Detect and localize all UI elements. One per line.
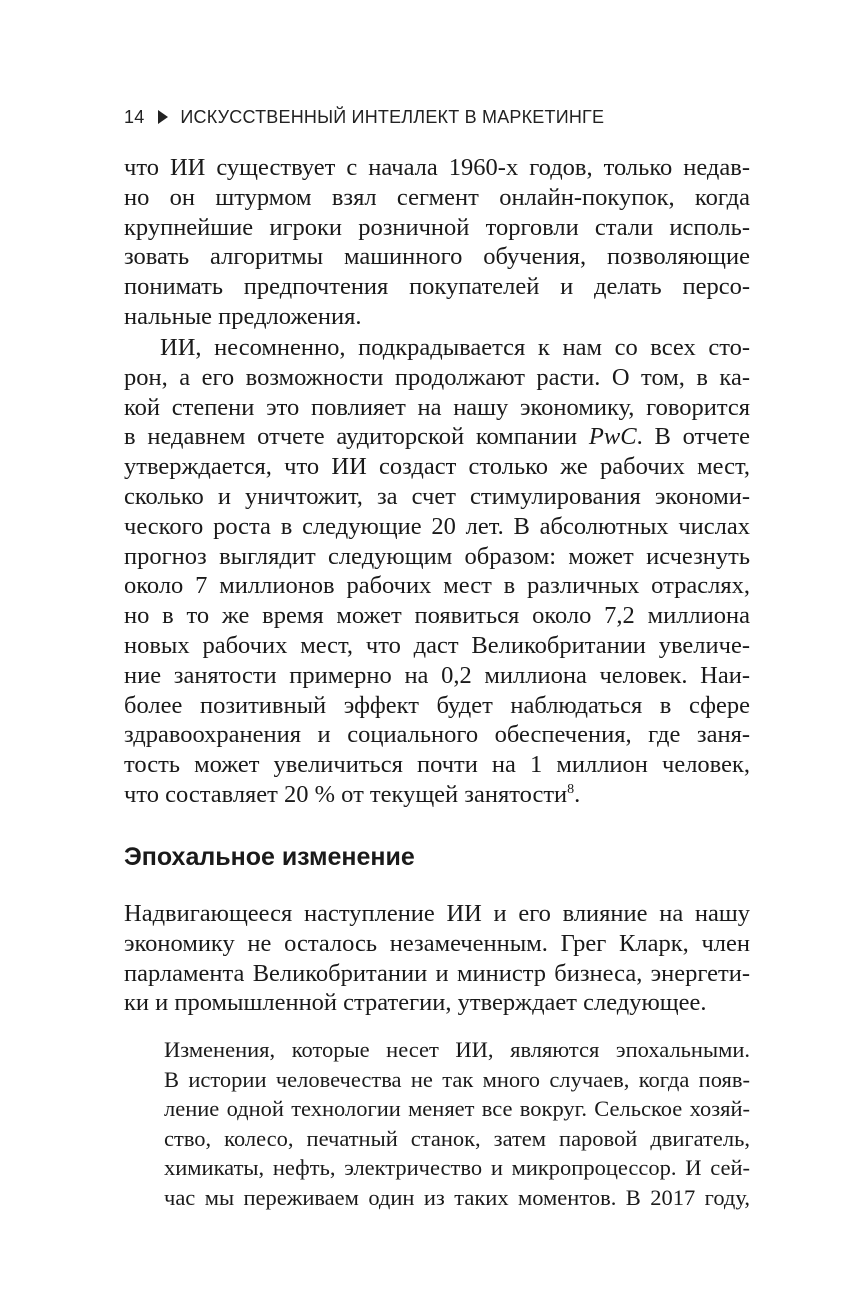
- paragraph-greg-clark: [124, 899, 750, 1018]
- section-heading: Эпохальное изменение: [124, 843, 415, 871]
- text-line: около 7 миллионов рабочих мест в различных отраслях,: [124, 572, 750, 600]
- footnote-marker[interactable]: 8: [567, 781, 575, 797]
- quote-line: ление одной технологии меняет все вокруг. Сельское хозяй-: [164, 1096, 750, 1121]
- text-line: прогноз выглядит следующим образом: может исчезнуть: [124, 542, 750, 570]
- text-line: [124, 422, 750, 452]
- text-line: но он штурмом взял сегмент онлайн-покупок, когда: [124, 183, 750, 211]
- running-head-title: ИСКУССТВЕННЫЙ ИНТЕЛЛЕКТ В МАРКЕТИНГЕ: [180, 106, 605, 127]
- text-line: новых рабочих мест, что даст Великобритании увеличе-: [124, 631, 750, 659]
- quote-line: химикаты, нефть, электричество и микропроцессор. И сей-: [164, 1155, 750, 1180]
- running-head: [124, 104, 604, 130]
- text-fragment: .: [574, 780, 581, 808]
- text-line: понимать предпочтения покупателей и делать персо-: [124, 273, 750, 301]
- text-line: здравоохранения и социального обеспечения, где заня-: [124, 721, 750, 749]
- quote-line: час мы переживаем один из таких моментов. В 2017 году,: [164, 1184, 750, 1210]
- paragraph-continued: [124, 153, 750, 332]
- text-line: ние занятости примерно на 0,2 миллиона человек. Наи-: [124, 661, 750, 689]
- text-line: парламента Великобритании и министр бизнеса, энергети-: [124, 959, 750, 987]
- text-fragment: . В отчете: [636, 423, 750, 451]
- text-line: нальные предложения.: [124, 302, 362, 330]
- text-line: Надвигающееся наступление ИИ и его влияние на нашу: [124, 900, 750, 927]
- company-name: PwC: [588, 423, 637, 451]
- text-line: ки и промышленной стратегии, утверждает следующее.: [124, 989, 707, 1017]
- quote-line: В истории человечества не так много случаев, когда появ-: [164, 1066, 750, 1092]
- text-fragment: в недавнем отчете аудиторской компании: [124, 423, 589, 451]
- text-line: ИИ, несомненно, подкрадывается к нам со всех сто-: [160, 334, 750, 361]
- text-line: ческого роста в следующие 20 лет. В абсолютных числах: [124, 512, 750, 540]
- text-line: но в то же время может появиться около 7,2 миллиона: [124, 602, 750, 630]
- block-quote: [164, 1035, 750, 1212]
- text-line: кой степени это повлияет на нашу экономику, говорится: [124, 393, 750, 421]
- text-line: крупнейшие игроки розничной торговли стали исполь-: [124, 213, 750, 241]
- text-line: рон, а его возможности продолжают расти. О том, в ка-: [124, 363, 750, 391]
- text-line: зовать алгоритмы машинного обучения, позволяющие: [124, 243, 750, 271]
- triangle-marker-icon: [158, 110, 168, 124]
- text-line: экономику не осталось незамеченным. Грег Кларк, член: [124, 929, 750, 957]
- text-line: [124, 780, 750, 810]
- paragraph-pwc-report: [124, 333, 750, 810]
- text-line: более позитивный эффект будет наблюдаться в сфере: [124, 691, 750, 719]
- text-line: что ИИ существует с начала 1960-х годов, только недав-: [124, 154, 750, 181]
- page-number: 14: [124, 106, 145, 127]
- text-line: тость может увеличиться почти на 1 миллион человек,: [124, 751, 750, 779]
- text-fragment: что составляет 20 % от текущей занятости: [124, 780, 568, 808]
- text-line: сколько и уничтожит, за счет стимулирования экономи-: [124, 482, 750, 510]
- quote-line: ство, колесо, печатный станок, затем паровой двигатель,: [164, 1125, 750, 1151]
- quote-line: Изменения, которые несет ИИ, являются эпохальными.: [164, 1037, 750, 1062]
- text-line: утверждается, что ИИ создаст столько же рабочих мест,: [124, 453, 750, 481]
